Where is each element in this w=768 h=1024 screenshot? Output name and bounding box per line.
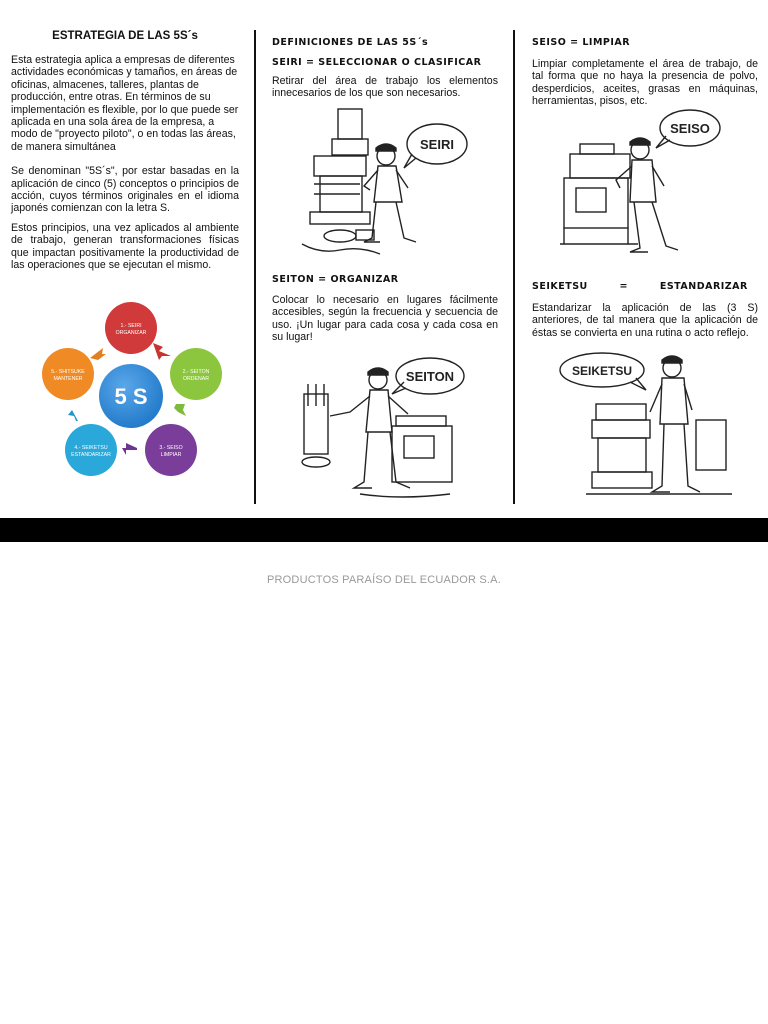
seiton-bubble-text: SEITON [405,369,455,384]
seiri-bubble-text: SEIRI [420,137,454,152]
center-label: 5 S [114,384,148,409]
arrow-1-2 [153,343,171,360]
strategy-paragraph-2: Se denominan "5S´s", por estar basadas en la aplicación de cinco (5) conceptos o principios de acción, cuyos términos originales en el idioma japonés comienzan con la letra S. [11,165,239,215]
node-seiketsu-line2: ESTANDARIZAR [71,452,111,458]
center-node [99,364,163,428]
node-shitsuke [42,348,94,400]
seiton-text: Colocar lo necesario en lugares fácilmente accesibles, según la frecuencia y secuencia de uso. ¡Un lugar para cada cosa y cada cosa en su lugar! [272,294,498,344]
node-seiri-line2: ORGANIZAR [115,330,147,336]
node-seiketsu-line1: 4.- SEIKETSU [74,445,108,451]
node-seiton-line1: 2.- SEITON [182,369,210,375]
seiso-bubble-text: SEISO [670,121,710,136]
node-seiso-line2: LIMPIAR [160,452,182,458]
seiso-illustration [560,106,730,256]
seiketsu-text: Estandarizar la aplicación de las (3 S) anteriores, de tal manera que la aplicación de éstas se convierta en una rutina o acto reflejo. [532,302,758,339]
arrow-5-1 [90,348,106,360]
seiton-title: SEITON = ORGANIZAR [272,274,399,285]
seiso-text: Limpiar completamente el área de trabajo, de tal forma que no haya la presencia de polvo, desperdicios, aceites, grasas en máquinas, herramientas, pisos, etc. [532,58,758,108]
node-seiri-line1: 1.- SEIRI [120,323,142,329]
seiketsu-illustration [556,350,736,500]
seiketsu-bubble-text: SEIKETSU [571,364,633,378]
divider-2 [513,30,515,504]
strategy-paragraph-1: Esta estrategia aplica a empresas de diferentes actividades económicas y tamaños, en áreas de oficinas, almacenes, talleres, plantas de producción, entre otras. En términos de su implementación es flexible, por lo que puede ser aplicada en una sola área de la empresa, a modo de "proyecto piloto", o en todas las áreas, de manera simultánea [11,54,239,153]
strategy-title: ESTRATEGIA DE LAS 5S´s [52,30,198,42]
seiri-title: SEIRI = SELECCIONAR O CLASIFICAR [272,57,482,68]
node-seiketsu [65,424,117,476]
node-seiton [170,348,222,400]
strategy-paragraph-3: Estos principios, una vez aplicados al ambiente de trabajo, generan transformaciones físicas que impactan positivamente la productividad de las operaciones que se ejecutan el mismo. [11,221,239,272]
node-shitsuke-line2: MANTENER [53,376,83,382]
definitions-header: DEFINICIONES DE LAS 5S´s [272,37,429,48]
five-s-cycle-diagram [28,298,248,478]
column-strategy [11,30,239,272]
company-footer: PRODUCTOS PARAÍSO DEL ECUADOR S.A. [267,574,501,586]
node-seiso [145,424,197,476]
seiketsu-section [532,281,758,339]
seiri-illustration [300,104,470,262]
divider-1 [254,30,256,504]
arrow-2-3 [174,404,186,416]
seiketsu-title: SEIKETSU = ESTANDARIZAR [532,281,748,292]
arrow-4-5 [68,410,78,421]
arrow-3-4 [122,443,137,455]
seiso-title: SEISO = LIMPIAR [532,37,631,48]
node-seiso-line1: 3.- SEISO [159,445,183,451]
black-band [0,518,768,542]
node-seiton-line2: ORDENAR [183,376,209,382]
seiton-section [272,274,498,344]
seiri-text: Retirar del área de trabajo los elementos innecesarios de los que son necesarios. [272,75,498,100]
node-seiri [105,302,157,354]
node-shitsuke-line1: 5.- SHITSUKE [51,369,85,375]
column-definitions [272,30,498,100]
column-seiso [532,30,758,108]
seiton-illustration [300,354,470,504]
